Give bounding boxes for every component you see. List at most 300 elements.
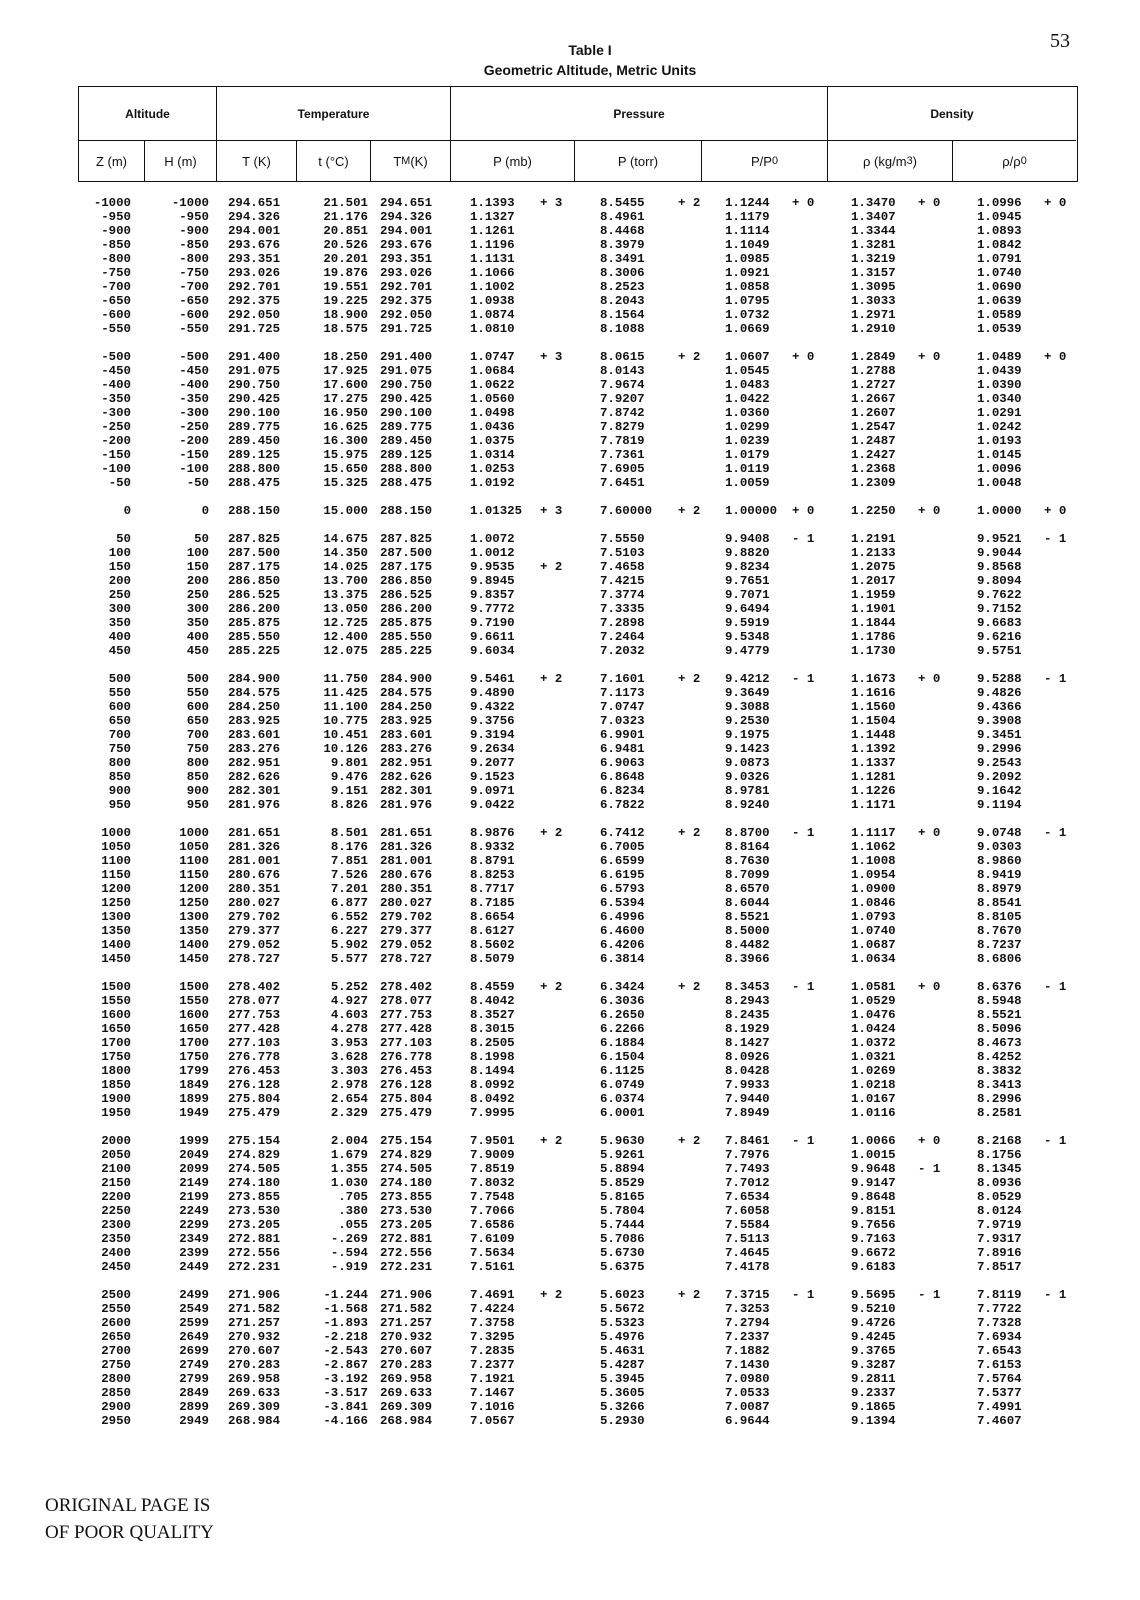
cell-t: 281.651 [228,826,281,840]
cell-pp0: 8.1427 [725,1036,770,1050]
cell-h: 0 [201,504,209,518]
cell-z: 2150 [101,1176,131,1190]
cell-h: 2649 [179,1330,209,1344]
cell-tm: 269.633 [380,1386,433,1400]
cell-tm: 292.375 [380,294,433,308]
cell-pp0: 8.6044 [725,896,770,910]
cell-p-exp: + 2 [540,826,563,840]
cell-pp0: 1.0299 [725,420,770,434]
cell-z: -200 [101,434,131,448]
cell-p-exp: + 3 [540,504,563,518]
cell-t: 289.125 [228,448,281,462]
cell-p-exp: + 2 [540,980,563,994]
cell-z: -550 [101,322,131,336]
cell-t: 269.309 [228,1400,281,1414]
cell-pp0: 9.3649 [725,686,770,700]
col-header-tc: t (°C) [297,141,371,181]
cell-rr0: 8.3413 [977,1078,1022,1092]
cell-tc: 9.801 [330,756,368,770]
table-row [78,602,1118,616]
cell-ptorr: 6.2650 [600,1008,645,1022]
cell-rr0: 9.5288 [977,672,1022,686]
cell-pp0: 7.4178 [725,1260,770,1274]
table-row [78,840,1118,854]
cell-p: 8.5079 [470,952,515,966]
footer-line: ORIGINAL PAGE IS [45,1495,211,1516]
cell-p: 9.3756 [470,714,515,728]
cell-rho: 1.1448 [851,728,896,742]
table-row [78,742,1118,756]
cell-tm: 287.500 [380,546,433,560]
cell-t: 283.925 [228,714,281,728]
cell-p: 8.2505 [470,1036,515,1050]
cell-z: 1100 [101,854,131,868]
cell-rr0: 9.3908 [977,714,1022,728]
cell-rho: 1.2368 [851,462,896,476]
cell-ptorr: 7.1173 [600,686,645,700]
table-row [78,308,1118,322]
cell-z: 1500 [101,980,131,994]
cell-h: 400 [186,630,209,644]
cell-pp0: 9.8820 [725,546,770,560]
cell-h: -850 [179,238,209,252]
cell-rr0: 1.0690 [977,280,1022,294]
cell-ptorr: 8.3979 [600,238,645,252]
table-row [78,952,1118,966]
cell-tc: 5.252 [330,980,368,994]
cell-rho: 9.7163 [851,1232,896,1246]
col-header-rho-label: ρ (kg/m [863,153,907,169]
cell-h: -1000 [171,196,209,210]
group-density: Density [828,87,1076,141]
cell-h: 2299 [179,1218,209,1232]
cell-tc: 20.201 [323,252,368,266]
cell-tm: 290.100 [380,406,433,420]
cell-pp0-exp: - 1 [792,1288,815,1302]
cell-h: -100 [179,462,209,476]
cell-h: 1300 [179,910,209,924]
cell-h: 1849 [179,1078,209,1092]
cell-tm: 272.231 [380,1260,433,1274]
cell-h: 2449 [179,1260,209,1274]
cell-tm: 282.301 [380,784,433,798]
cell-ptorr: 7.9207 [600,392,645,406]
cell-rho: 1.1901 [851,602,896,616]
cell-tc: 17.925 [323,364,368,378]
cell-pp0-exp: + 0 [792,350,815,364]
cell-z: -250 [101,420,131,434]
cell-p: 1.1196 [470,238,515,252]
col-header-tm-label: T [393,153,402,169]
cell-z: 2250 [101,1204,131,1218]
cell-tc: 2.978 [330,1078,368,1092]
cell-tc: 2.654 [330,1092,368,1106]
cell-h: 1400 [179,938,209,952]
cell-rho: 9.5695 [851,1288,896,1302]
cell-rho: 1.2971 [851,308,896,322]
cell-z: 1700 [101,1036,131,1050]
cell-rho: 1.3407 [851,210,896,224]
cell-rho: 9.5210 [851,1302,896,1316]
cell-p: 1.0938 [470,294,515,308]
table-row [78,1078,1118,1092]
cell-tm: 293.351 [380,252,433,266]
cell-p: 7.9995 [470,1106,515,1120]
cell-pp0: 1.1114 [725,224,770,238]
cell-tm: 290.425 [380,392,433,406]
cell-t: 274.505 [228,1162,281,1176]
cell-p: 7.5161 [470,1260,515,1274]
cell-rho: 1.0581 [851,980,896,994]
cell-ptorr: 6.4996 [600,910,645,924]
cell-ptorr: 6.1884 [600,1036,645,1050]
cell-ptorr-exp: + 2 [678,1288,701,1302]
cell-h: 1150 [179,868,209,882]
cell-h: -500 [179,350,209,364]
table-block [78,980,1118,1120]
table-body [78,196,1118,1442]
cell-tc: 13.375 [323,588,368,602]
cell-rho: 9.6672 [851,1246,896,1260]
cell-z: 2550 [101,1302,131,1316]
table-block [78,1134,1118,1274]
cell-tc: 21.501 [323,196,368,210]
cell-h: 1999 [179,1134,209,1148]
cell-pp0-exp: + 0 [792,504,815,518]
cell-h: 1700 [179,1036,209,1050]
cell-h: 2149 [179,1176,209,1190]
cell-p: 9.2077 [470,756,515,770]
cell-p: 9.8945 [470,574,515,588]
cell-pp0: 7.9440 [725,1092,770,1106]
cell-h: 700 [186,728,209,742]
cell-pp0: 1.0858 [725,280,770,294]
cell-tc: 8.176 [330,840,368,854]
cell-p: 9.0971 [470,784,515,798]
cell-t: 281.001 [228,854,281,868]
table-row [78,1344,1118,1358]
cell-rr0: 1.0340 [977,392,1022,406]
table-row [78,1036,1118,1050]
cell-t: 276.778 [228,1050,281,1064]
cell-rho: 9.4726 [851,1316,896,1330]
cell-ptorr: 8.0615 [600,350,645,364]
cell-pp0: 1.0545 [725,364,770,378]
cell-tc: 7.851 [330,854,368,868]
cell-rho: 1.2133 [851,546,896,560]
cell-p: 9.4322 [470,700,515,714]
cell-z: 2500 [101,1288,131,1302]
cell-z: 2900 [101,1400,131,1414]
cell-h: 1799 [179,1064,209,1078]
cell-ptorr: 6.3814 [600,952,645,966]
cell-pp0: 8.0428 [725,1064,770,1078]
table-subtitle: Geometric Altitude, Metric Units [483,62,697,78]
cell-tm: 292.050 [380,308,433,322]
cell-z: 600 [108,700,131,714]
table-row [78,798,1118,812]
cell-pp0: 1.0921 [725,266,770,280]
cell-h: 2249 [179,1204,209,1218]
table-row [78,266,1118,280]
cell-ptorr: 7.7361 [600,448,645,462]
cell-rho: 9.3765 [851,1344,896,1358]
cell-h: 250 [186,588,209,602]
cell-pp0-exp: - 1 [792,826,815,840]
cell-h: -150 [179,448,209,462]
cell-rr0: 1.0242 [977,420,1022,434]
cell-pp0: 1.0607 [725,350,770,364]
cell-pp0: 8.7099 [725,868,770,882]
cell-h: 1200 [179,882,209,896]
cell-tm: 289.125 [380,448,433,462]
cell-t: 282.301 [228,784,281,798]
cell-tm: 268.984 [380,1414,433,1428]
cell-rr0: 8.2581 [977,1106,1022,1120]
cell-t: 287.825 [228,532,281,546]
cell-tc: 10.775 [323,714,368,728]
cell-h: 650 [186,714,209,728]
cell-tm: 286.525 [380,588,433,602]
cell-z: -700 [101,280,131,294]
cell-t: 272.881 [228,1232,281,1246]
cell-ptorr-exp: + 2 [678,826,701,840]
cell-rr0: 9.1194 [977,798,1022,812]
cell-z: 1550 [101,994,131,1008]
cell-rho: 1.2727 [851,378,896,392]
cell-p: 1.1393 [470,196,515,210]
cell-p: 8.9876 [470,826,515,840]
cell-rho: 1.2191 [851,532,896,546]
cell-rr0: 8.6806 [977,952,1022,966]
table-row [78,224,1118,238]
cell-tm: 273.205 [380,1218,433,1232]
cell-p: 8.0992 [470,1078,515,1092]
cell-tc: .380 [338,1204,368,1218]
cell-h: -900 [179,224,209,238]
cell-pp0: 7.0980 [725,1372,770,1386]
cell-tm: 279.377 [380,924,433,938]
cell-t: 288.150 [228,504,281,518]
footer-note [45,1492,214,1546]
cell-tc: 15.325 [323,476,368,490]
cell-rho: 1.1504 [851,714,896,728]
col-header-rho-ratio [953,141,1076,181]
cell-h: 2949 [179,1414,209,1428]
cell-pp0: 1.1179 [725,210,770,224]
cell-tm: 288.150 [380,504,433,518]
cell-h: 1250 [179,896,209,910]
cell-rho: 1.0218 [851,1078,896,1092]
cell-rr0: 8.9419 [977,868,1022,882]
cell-pp0: 7.7493 [725,1162,770,1176]
cell-z: -900 [101,224,131,238]
cell-pp0: 7.5113 [725,1232,770,1246]
cell-h: -950 [179,210,209,224]
cell-t: 291.725 [228,322,281,336]
table-row [78,504,1118,518]
cell-rho-exp: + 0 [918,350,941,364]
cell-tc: 19.225 [323,294,368,308]
cell-ptorr: 8.4468 [600,224,645,238]
table-row [78,980,1118,994]
cell-t: 275.154 [228,1134,281,1148]
cell-rho: 1.2309 [851,476,896,490]
table-row [78,770,1118,784]
cell-tm: 271.906 [380,1288,433,1302]
cell-rr0: 9.8568 [977,560,1022,574]
table-row [78,994,1118,1008]
cell-ptorr: 7.2032 [600,644,645,658]
cell-p-exp: + 3 [540,350,563,364]
table-row [78,1232,1118,1246]
cell-h: 1650 [179,1022,209,1036]
cell-tc: 6.227 [330,924,368,938]
col-header-tm [371,141,451,181]
cell-tm: 294.651 [380,196,433,210]
cell-tm: 288.475 [380,476,433,490]
cell-rho-exp: + 0 [918,504,941,518]
cell-z: -50 [108,476,131,490]
cell-t: 276.453 [228,1064,281,1078]
cell-h: 500 [186,672,209,686]
table-row [78,784,1118,798]
cell-t: 279.377 [228,924,281,938]
cell-p: 7.1467 [470,1386,515,1400]
cell-rr0: 8.8979 [977,882,1022,896]
cell-tm: 270.932 [380,1330,433,1344]
cell-rr0: 9.4826 [977,686,1022,700]
cell-rr0: 7.7722 [977,1302,1022,1316]
cell-pp0: 8.6570 [725,882,770,896]
cell-tc: 21.176 [323,210,368,224]
cell-p: 1.0622 [470,378,515,392]
cell-tm: 271.257 [380,1316,433,1330]
cell-p: 8.0492 [470,1092,515,1106]
table-row [78,896,1118,910]
cell-z: 650 [108,714,131,728]
cell-rr0: 9.9521 [977,532,1022,546]
cell-tc: 18.250 [323,350,368,364]
cell-rr0-exp: - 1 [1044,1288,1067,1302]
cell-p: 7.7548 [470,1190,515,1204]
cell-rho: 9.4245 [851,1330,896,1344]
cell-h: 350 [186,616,209,630]
table-row [78,854,1118,868]
cell-ptorr: 6.4206 [600,938,645,952]
cell-h: 2549 [179,1302,209,1316]
table-row [78,574,1118,588]
cell-rho: 1.2547 [851,420,896,434]
cell-rho: 1.1337 [851,756,896,770]
cell-rr0: 7.4607 [977,1414,1022,1428]
cell-h: 1750 [179,1050,209,1064]
cell-tm: 278.727 [380,952,433,966]
cell-rr0: 7.9317 [977,1232,1022,1246]
cell-rr0: 9.2543 [977,756,1022,770]
table-row [78,910,1118,924]
cell-p: 9.4890 [470,686,515,700]
cell-pp0: 7.3253 [725,1302,770,1316]
cell-rho: 1.0900 [851,882,896,896]
table-header [78,86,1078,182]
cell-t: 274.180 [228,1176,281,1190]
cell-ptorr: 5.6023 [600,1288,645,1302]
table-row [78,882,1118,896]
cell-h: 550 [186,686,209,700]
cell-t: 269.633 [228,1386,281,1400]
cell-t: 273.530 [228,1204,281,1218]
cell-h: 200 [186,574,209,588]
cell-tc: 17.275 [323,392,368,406]
cell-ptorr: 7.6905 [600,462,645,476]
cell-tm: 273.530 [380,1204,433,1218]
table-title-line: Table I [568,42,612,58]
cell-h: 1100 [179,854,209,868]
cell-tm: 289.450 [380,434,433,448]
cell-z: 1950 [101,1106,131,1120]
cell-tc: 6.552 [330,910,368,924]
cell-pp0: 9.5348 [725,630,770,644]
table-row [78,434,1118,448]
cell-tc: 9.476 [330,770,368,784]
table-row [78,756,1118,770]
cell-ptorr: 5.7086 [600,1232,645,1246]
cell-t: 285.550 [228,630,281,644]
cell-pp0: 8.3966 [725,952,770,966]
cell-z: 2100 [101,1162,131,1176]
cell-rr0: 1.0439 [977,364,1022,378]
cell-ptorr: 7.5550 [600,532,645,546]
cell-rho: 1.1226 [851,784,896,798]
cell-tc: 14.350 [323,546,368,560]
cell-rho: 1.3344 [851,224,896,238]
cell-pp0: 1.0669 [725,322,770,336]
cell-rho: 9.1394 [851,1414,896,1428]
cell-t: 290.100 [228,406,281,420]
cell-pp0: 7.7976 [725,1148,770,1162]
cell-z: -450 [101,364,131,378]
cell-ptorr: 7.8742 [600,406,645,420]
cell-tm: 270.283 [380,1358,433,1372]
cell-t: 289.775 [228,420,281,434]
cell-rr0: 9.2996 [977,742,1022,756]
cell-rr0: 8.5096 [977,1022,1022,1036]
cell-rho: 1.3033 [851,294,896,308]
cell-ptorr: 6.2266 [600,1022,645,1036]
cell-z: -150 [101,448,131,462]
cell-ptorr: 8.2043 [600,294,645,308]
cell-ptorr: 6.6195 [600,868,645,882]
cell-h: 150 [186,560,209,574]
cell-z: 100 [108,546,131,560]
cell-rr0: 9.5751 [977,644,1022,658]
cell-z: 400 [108,630,131,644]
cell-rho: 1.2427 [851,448,896,462]
cell-z: -800 [101,252,131,266]
cell-z: 550 [108,686,131,700]
cell-rr0: 1.0893 [977,224,1022,238]
cell-tm: 285.875 [380,616,433,630]
cell-ptorr: 6.9901 [600,728,645,742]
cell-ptorr: 6.0749 [600,1078,645,1092]
cell-t: 277.103 [228,1036,281,1050]
cell-h: -450 [179,364,209,378]
cell-pp0: 7.5584 [725,1218,770,1232]
cell-ptorr: 5.9630 [600,1134,645,1148]
table-row [78,1218,1118,1232]
cell-tm: 275.804 [380,1092,433,1106]
